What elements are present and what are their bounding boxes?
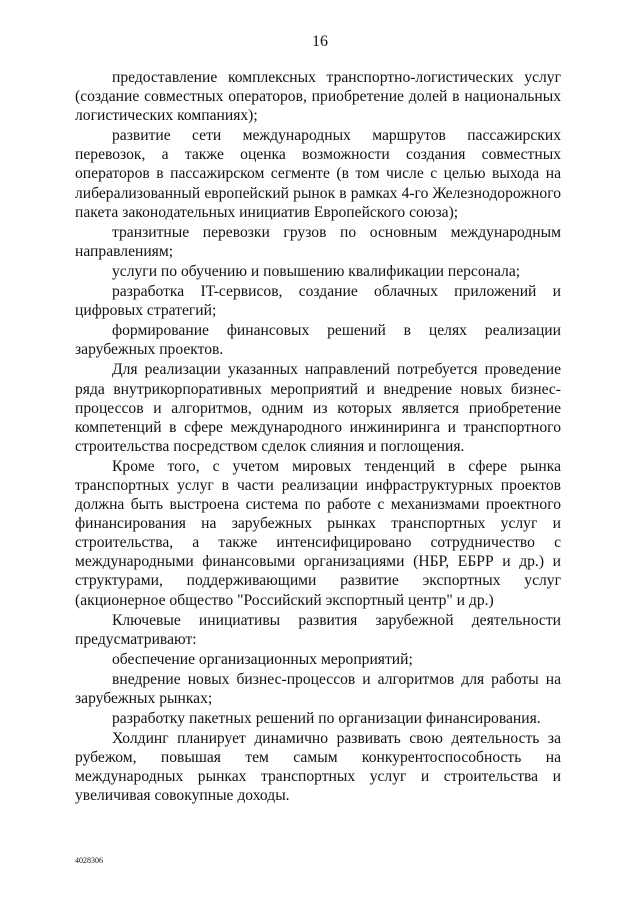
paragraph: услуги по обучению и повышению квалификации персонала;: [112, 262, 521, 280]
document-code: 4028306: [75, 856, 103, 865]
page-number: 16: [312, 33, 328, 50]
paragraph: транзитные перевозки грузов по основным международным направлениям;: [75, 223, 561, 260]
paragraph: Кроме того, с учетом мировых тенденций в сфере рынка транспортных услуг в части реализации инфраструктурных проектов должна быть выстроена система по работе с механизмами проектного финансирования на зарубежных рынках транспортных услуг и строительства, а также интенсифицировано сотрудничество с международными финансовыми организациями (НБР, ЕБРР и др.) и структурами, поддерживающими развитие экспортных услуг (акционерное общество "Российский экспортный центр" и др.): [75, 457, 561, 609]
document-body: [75, 68, 561, 806]
paragraph: разработка IT-сервисов, создание облачных приложений и цифровых стратегий;: [75, 283, 561, 320]
paragraph: обеспечение организационных мероприятий;: [112, 650, 413, 668]
paragraph: развитие сети международных маршрутов пассажирских перевозок, а также оценка возможности создания совместных операторов в пассажирском сегменте (в том числе с целью выхода на либерализованный европейский рынок в рамках 4-го Железнодорожного пакета законодательных инициатив Европейского союза);: [75, 127, 561, 221]
paragraph: внедрение новых бизнес-процессов и алгоритмов для работы на зарубежных рынках;: [75, 670, 561, 707]
paragraph: разработку пакетных решений по организации финансирования.: [112, 710, 541, 728]
paragraph: Ключевые инициативы развития зарубежной деятельности предусматривают:: [75, 611, 561, 648]
paragraph: Для реализации указанных направлений потребуется проведение ряда внутрикорпоративных мероприятий и внедрение новых бизнес-процессов и алгоритмов, одним из которых является приобретение компетенций в сфере международного инжиниринга и транспортного строительства посредством сделок слияния и поглощения.: [75, 361, 561, 455]
paragraph: формирование финансовых решений в целях реализации зарубежных проектов.: [75, 322, 561, 359]
paragraph: Холдинг планирует динамично развивать свою деятельность за рубежом, повышая тем самым конкурентоспособность на международных рынках транспортных услуг и строительства и увеличивая совокупные доходы.: [75, 730, 561, 805]
paragraph: предоставление комплексных транспортно-логистических услуг (создание совместных операторов, приобретение долей в национальных логистических компаниях);: [75, 69, 561, 125]
